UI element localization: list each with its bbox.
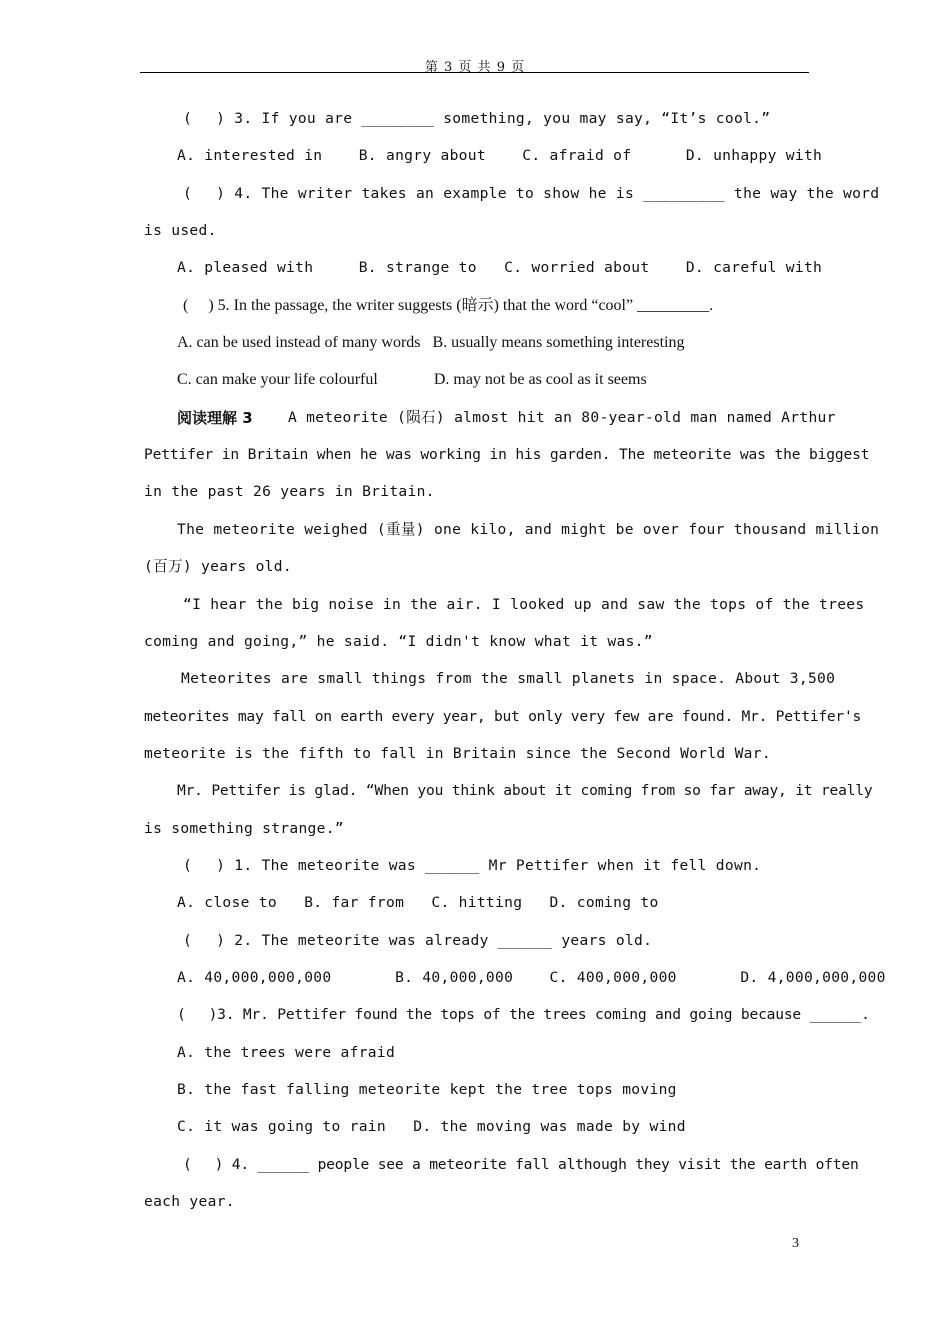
question-3b-option-b: B. the fast falling meteorite kept the tree tops moving — [177, 1081, 677, 1098]
question-2: ( ) 2. The meteorite was already ______ years old. — [183, 932, 653, 949]
question-3-options: A. interested in B. angry about C. afraid of D. unhappy with — [177, 147, 823, 164]
passage-line: meteorite is the fifth to fall in Britain since the Second World War. — [144, 745, 771, 762]
question-4: ( ) 4. The writer takes an example to show he is _________ the way the word — [183, 185, 880, 202]
question-4-continued: is used. — [144, 222, 217, 239]
question-3b: ( )3. Mr. Pettifer found the tops of the trees coming and going because ______. — [177, 1006, 870, 1023]
passage-line: Pettifer in Britain when he was working in his garden. The meteorite was the biggest — [144, 446, 870, 463]
page-header: 第 3 页 共 9 页 — [424, 60, 526, 75]
passage-line: A meteorite (陨石) almost hit an 80-year-old man named Arthur — [288, 409, 836, 426]
passage-line: is something strange.” — [144, 820, 344, 837]
passage-line: (百万) years old. — [144, 558, 292, 575]
passage-line: The meteorite weighed (重量) one kilo, and might be over four thousand million — [177, 521, 880, 538]
passage-line: coming and going,” he said. “I didn't know what it was.” — [144, 633, 653, 650]
passage-line: “I hear the big noise in the air. I looked up and saw the tops of the trees — [183, 596, 865, 613]
page-number: 3 — [792, 1236, 799, 1251]
question-1: ( ) 1. The meteorite was ______ Mr Pettifer when it fell down. — [183, 857, 762, 874]
question-5-options-cd: C. can make your life colourful D. may not be as cool as it seems — [177, 371, 647, 388]
question-4b: ( ) 4. ______ people see a meteorite fall although they visit the earth often — [183, 1156, 859, 1173]
question-1-options: A. close to B. far from C. hitting D. coming to — [177, 894, 659, 911]
passage-line: in the past 26 years in Britain. — [144, 483, 435, 500]
passage-line: Meteorites are small things from the small planets in space. About 3,500 — [181, 670, 836, 687]
question-4b-continued: each year. — [144, 1193, 235, 1210]
section-heading: 阅读理解 3 — [177, 409, 253, 427]
question-5: ( ) 5. In the passage, the writer suggests (暗示) that the word “cool” _________. — [183, 297, 714, 314]
question-5-options-ab: A. can be used instead of many words B. usually means something interesting — [177, 334, 685, 351]
question-2-options: A. 40,000,000,000 B. 40,000,000 C. 400,000,000 D. 4,000,000,000 — [177, 969, 886, 986]
header-rule — [140, 72, 809, 73]
passage-line: meteorites may fall on earth every year, but only very few are found. Mr. Pettifer's — [144, 708, 862, 725]
passage-line: Mr. Pettifer is glad. “When you think about it coming from so far away, it really — [177, 782, 873, 799]
question-3b-option-a: A. the trees were afraid — [177, 1044, 396, 1061]
question-3b-options-cd: C. it was going to rain D. the moving was made by wind — [177, 1118, 686, 1135]
question-4-options: A. pleased with B. strange to C. worried about D. careful with — [177, 259, 823, 276]
question-3: ( ) 3. If you are ________ something, you may say, “It’s cool.” — [183, 110, 771, 127]
